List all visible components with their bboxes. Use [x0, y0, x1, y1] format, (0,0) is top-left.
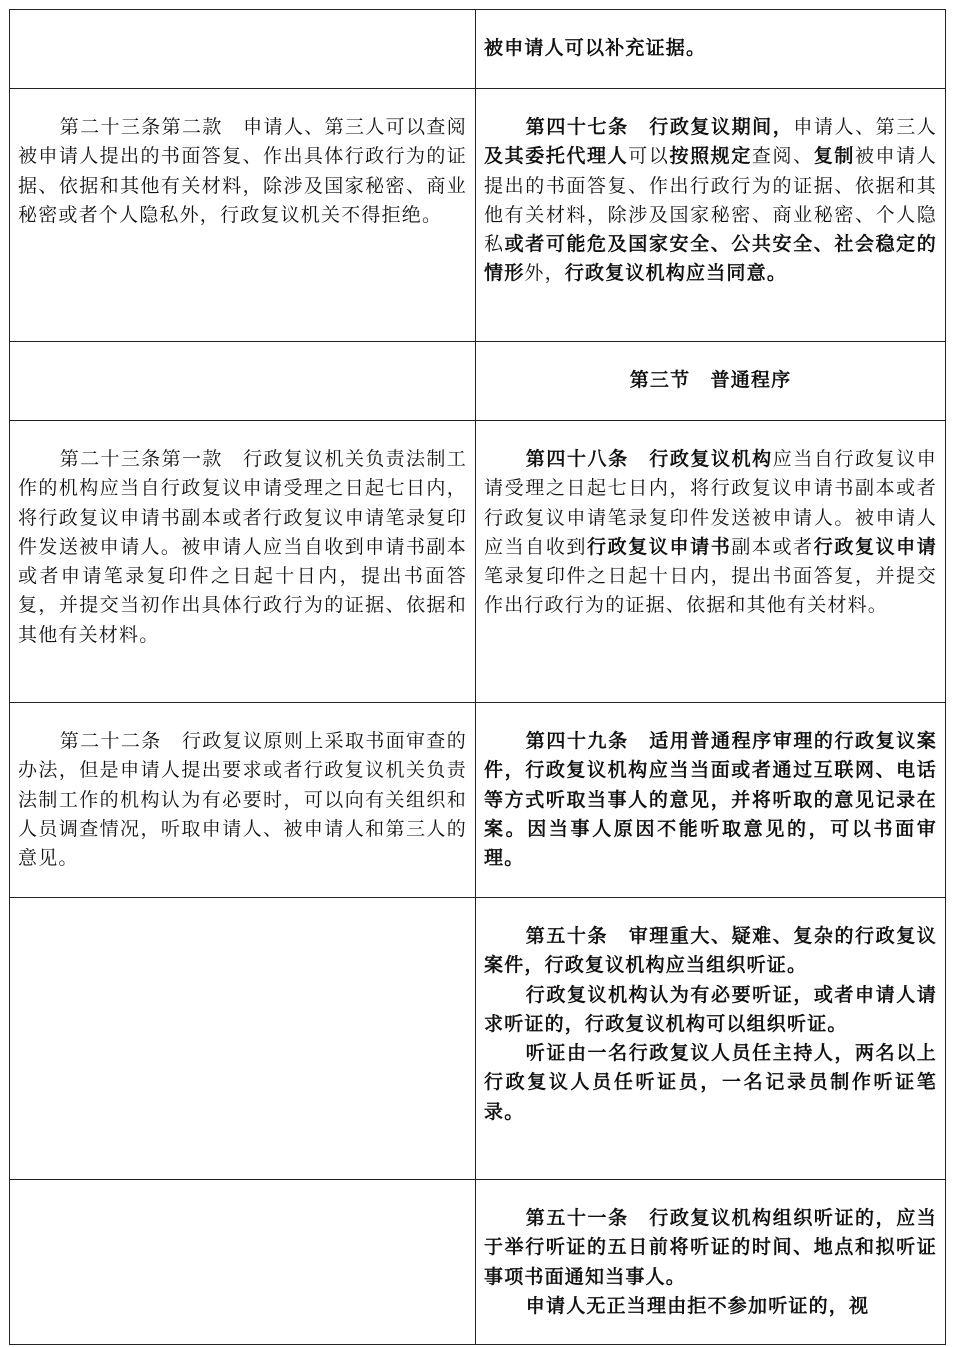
new-paragraph: [484, 113, 937, 289]
new-paragraph: [484, 1039, 937, 1127]
amended-text: 第四十八条 行政复议机构: [525, 448, 773, 470]
new-text: [476, 89, 945, 289]
amended-text: 或者可能危及国家安全、公共安全、社会稳定的情形: [484, 233, 937, 285]
new-provision-cell: [476, 89, 946, 342]
new-paragraph: [484, 727, 937, 873]
retained-text: 副本或者: [731, 535, 814, 558]
amended-text: 行政复议申请书: [587, 535, 732, 558]
new-paragraph: [484, 981, 937, 1040]
old-provision-cell: [10, 10, 476, 89]
table-row: [10, 10, 946, 89]
table-row: [10, 342, 946, 421]
table-row: [10, 89, 946, 342]
amended-text: 第五十一条 行政复议机构组织听证的，应当于举行听证的五日前将听证的时间、地点和拟听证事项书面通知当事人。: [484, 1207, 937, 1288]
amended-text: 复制: [813, 145, 855, 168]
old-provision-cell: [10, 1180, 476, 1345]
amended-text: 第四十九条 适用普通程序审理的行政复议案件，行政复议机构应当当面或者通过互联网、电话等方式听取当事人的意见，并将听取的意见记录在案。因当事人原因不能听取意见的，可以书面审理。: [484, 730, 937, 870]
old-provision-cell: [10, 342, 476, 421]
new-paragraph: [484, 34, 937, 63]
new-paragraph: [484, 922, 937, 981]
section-heading: 第三节 普通程序: [629, 369, 792, 391]
new-paragraph: [484, 1204, 937, 1292]
new-paragraph: [484, 1292, 937, 1321]
new-provision-cell: [476, 421, 946, 703]
table-row: [10, 703, 946, 898]
old-text: [10, 703, 475, 873]
new-text: [476, 898, 945, 1127]
new-provision-cell: [476, 898, 946, 1180]
old-provision-cell: [10, 703, 476, 898]
amended-text: 按照规定: [669, 145, 752, 168]
table-row: [10, 898, 946, 1180]
old-provision-cell: [10, 421, 476, 703]
old-provision-cell: [10, 898, 476, 1180]
amended-text: 第五十条 审理重大、疑难、复杂的行政复议案件，行政复议机构应当组织听证。: [484, 925, 937, 977]
new-provision-cell: [476, 10, 946, 89]
new-paragraph: [484, 445, 937, 621]
new-text: [476, 421, 945, 621]
retained-text: 申请人、第三人: [793, 116, 937, 138]
amended-text: 及其委托代理人: [484, 145, 629, 168]
amended-text: 申请人无正当理由拒不参加听证的，视: [525, 1294, 870, 1317]
retained-text: 外，: [524, 262, 565, 285]
retained-text: 可以: [628, 145, 670, 168]
amended-text: 行政复议申请: [813, 535, 937, 558]
amended-text: 第四十七条 行政复议期间，: [525, 116, 794, 138]
old-paragraph: 第二十三条第一款 行政复议机关负责法制工作的机构应当自行政复议申请受理之日起七日内，将行政复议申请书副本或者行政复议申请笔录复印件发送被申请人。被申请人应当自收到申请书副本或者申请笔录复印件之日起十日内，提出书面答复，并提交当初作出具体行政行为的证据、依据和其他有关材料。: [18, 448, 467, 646]
new-text: [476, 1180, 945, 1321]
old-paragraph: 第二十二条 行政复议原则上采取书面审查的办法，但是申请人提出要求或者行政复议机关负责法制工作的机构认为有必要时，可以向有关组织和人员调查情况，听取申请人、被申请人和第三人的意见。: [18, 730, 467, 870]
comparison-table: [9, 9, 946, 1345]
retained-text: 被申请人提出的书面答复、作出行政行为的证据、依据和其他有关材料，除涉及国家秘密、商业秘密、个人隐私: [484, 145, 937, 256]
old-provision-cell: [10, 89, 476, 342]
new-text: [476, 10, 945, 63]
amended-text: 听证由一名行政复议人员任主持人，两名以上行政复议人员任听证员，一名记录员制作听证笔录。: [484, 1042, 937, 1123]
section-heading-cell: [476, 342, 946, 421]
retained-text: 应当自行政复议申请受理之日起七日内，将行政复议申请书副本或者行政复议申请笔录复印件发送被申请人。被申请人应当自收到: [484, 448, 937, 558]
new-provision-cell: [476, 1180, 946, 1345]
new-text: [476, 703, 945, 873]
new-provision-cell: [476, 703, 946, 898]
amended-text: 行政复议机构应当同意。: [564, 262, 788, 285]
table-row: [10, 421, 946, 703]
retained-text: 笔录复印件之日起十日内，提出书面答复，并提交作出行政行为的证据、依据和其他有关材料。: [484, 565, 937, 617]
amended-text: 行政复议机构认为有必要听证，或者申请人请求听证的，行政复议机构可以组织听证。: [484, 983, 937, 1035]
retained-text: 查阅、: [751, 145, 814, 168]
old-text: [10, 89, 475, 230]
amended-text: 被申请人可以补充证据。: [484, 37, 707, 59]
old-paragraph: 第二十三条第二款 申请人、第三人可以查阅被申请人提出的书面答复、作出具体行政行为的证据、依据和其他有关材料，除涉及国家秘密、商业秘密或者个人隐私外，行政复议机关不得拒绝。: [18, 116, 467, 226]
table-row: [10, 1180, 946, 1345]
old-text: [10, 421, 475, 650]
